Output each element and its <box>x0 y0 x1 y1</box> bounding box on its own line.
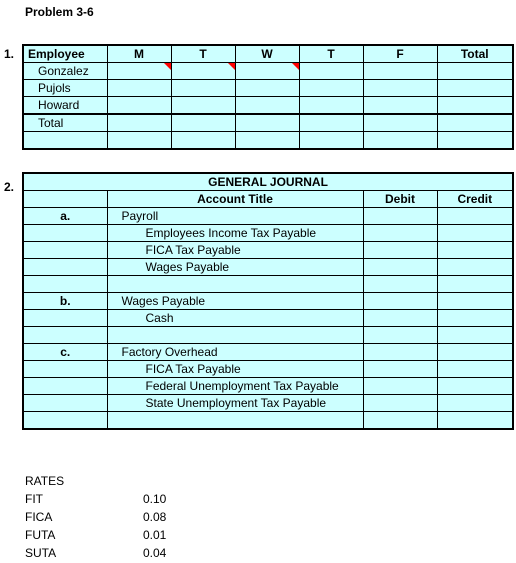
total-cell[interactable] <box>437 80 513 97</box>
empty-cell[interactable] <box>107 132 171 150</box>
header-wednesday: W <box>235 45 299 63</box>
rate-value: 0.01 <box>143 528 167 542</box>
rate-row <box>25 490 166 508</box>
debit-cell[interactable] <box>363 208 437 225</box>
hours-cell[interactable] <box>107 63 171 80</box>
account-title: Wages Payable <box>107 259 363 276</box>
debit-cell[interactable] <box>363 225 437 242</box>
hours-cell[interactable] <box>107 97 171 115</box>
credit-cell[interactable] <box>437 242 513 259</box>
credit-cell[interactable] <box>437 361 513 378</box>
empty-cell <box>23 395 107 412</box>
empty-cell <box>23 361 107 378</box>
comment-indicator-icon[interactable] <box>228 63 235 70</box>
empty-cell[interactable] <box>363 132 437 150</box>
empty-cell[interactable] <box>235 132 299 150</box>
table-row <box>23 132 513 150</box>
table-row <box>23 114 513 132</box>
empty-cell <box>23 191 107 208</box>
account-title: Wages Payable <box>107 293 363 310</box>
header-employee: Employee <box>23 45 107 63</box>
hours-cell[interactable] <box>299 63 363 80</box>
hours-cell[interactable] <box>107 80 171 97</box>
hours-cell[interactable] <box>107 114 171 132</box>
account-title: State Unemployment Tax Payable <box>107 395 363 412</box>
credit-cell[interactable] <box>437 208 513 225</box>
journal-row <box>23 225 513 242</box>
problem-title: Problem 3-6 <box>25 5 94 19</box>
hours-cell[interactable] <box>235 114 299 132</box>
debit-cell[interactable] <box>363 327 437 344</box>
empty-cell <box>23 259 107 276</box>
account-title: FICA Tax Payable <box>107 242 363 259</box>
debit-cell[interactable] <box>363 293 437 310</box>
empty-cell[interactable] <box>299 132 363 150</box>
empty-cell <box>23 378 107 395</box>
debit-cell[interactable] <box>363 344 437 361</box>
header-total: Total <box>437 45 513 63</box>
credit-cell[interactable] <box>437 344 513 361</box>
account-title: Payroll <box>107 208 363 225</box>
account-title: Cash <box>107 310 363 327</box>
journal-row <box>23 259 513 276</box>
rates-section <box>25 472 166 562</box>
hours-cell[interactable] <box>171 63 235 80</box>
total-cell[interactable] <box>437 97 513 115</box>
hours-cell[interactable] <box>299 80 363 97</box>
rate-row <box>25 544 166 562</box>
debit-cell[interactable] <box>363 412 437 430</box>
journal-row <box>23 276 513 293</box>
journal-row <box>23 378 513 395</box>
table-row <box>23 63 513 80</box>
entry-letter: a. <box>23 208 107 225</box>
employee-name: Pujols <box>23 80 107 97</box>
journal-row <box>23 361 513 378</box>
credit-cell[interactable] <box>437 327 513 344</box>
journal-row <box>23 344 513 361</box>
part-2-number: 2. <box>4 180 15 194</box>
debit-cell[interactable] <box>363 242 437 259</box>
header-friday: F <box>363 45 437 63</box>
empty-cell <box>23 242 107 259</box>
empty-cell <box>23 412 107 430</box>
hours-cell[interactable] <box>235 80 299 97</box>
entry-letter: c. <box>23 344 107 361</box>
hours-cell[interactable] <box>299 97 363 115</box>
debit-cell[interactable] <box>363 259 437 276</box>
rate-value: 0.04 <box>143 546 167 560</box>
credit-cell[interactable] <box>437 395 513 412</box>
total-label: Total <box>23 114 107 132</box>
credit-cell[interactable] <box>437 225 513 242</box>
hours-cell[interactable] <box>171 80 235 97</box>
comment-indicator-icon[interactable] <box>292 63 299 70</box>
journal-row <box>23 395 513 412</box>
header-tuesday: T <box>171 45 235 63</box>
general-journal-table <box>22 172 514 430</box>
hours-table <box>22 44 514 150</box>
account-title: FICA Tax Payable <box>107 361 363 378</box>
credit-cell[interactable] <box>437 276 513 293</box>
empty-cell[interactable] <box>107 412 363 430</box>
rate-label: SUTA <box>25 546 57 560</box>
hours-cell[interactable] <box>363 114 437 132</box>
total-cell[interactable] <box>437 114 513 132</box>
hours-cell[interactable] <box>363 80 437 97</box>
empty-cell[interactable] <box>107 276 363 293</box>
debit-cell[interactable] <box>363 378 437 395</box>
employee-name: Howard <box>23 97 107 115</box>
credit-cell[interactable] <box>437 412 513 430</box>
journal-row <box>23 208 513 225</box>
rate-value: 0.08 <box>143 510 167 524</box>
empty-cell[interactable] <box>107 327 363 344</box>
table-row <box>23 97 513 115</box>
journal-row <box>23 412 513 430</box>
debit-cell[interactable] <box>363 276 437 293</box>
hours-cell[interactable] <box>363 63 437 80</box>
header-credit: Credit <box>437 191 513 208</box>
credit-cell[interactable] <box>437 310 513 327</box>
table-row <box>23 80 513 97</box>
debit-cell[interactable] <box>363 310 437 327</box>
journal-row <box>23 242 513 259</box>
journal-row <box>23 327 513 344</box>
debit-cell[interactable] <box>363 361 437 378</box>
account-title: Federal Unemployment Tax Payable <box>107 378 363 395</box>
hours-cell[interactable] <box>171 114 235 132</box>
part-1-number: 1. <box>4 47 15 61</box>
total-cell[interactable] <box>437 63 513 80</box>
empty-cell <box>23 225 107 242</box>
empty-cell[interactable] <box>171 132 235 150</box>
journal-row <box>23 293 513 310</box>
entry-letter: b. <box>23 293 107 310</box>
empty-cell[interactable] <box>437 132 513 150</box>
journal-row <box>23 310 513 327</box>
rate-row <box>25 526 166 544</box>
empty-cell[interactable] <box>23 132 107 150</box>
rate-row <box>25 508 166 526</box>
header-thursday: T <box>299 45 363 63</box>
account-title: Employees Income Tax Payable <box>107 225 363 242</box>
comment-indicator-icon[interactable] <box>164 63 171 70</box>
empty-cell <box>23 327 107 344</box>
credit-cell[interactable] <box>437 378 513 395</box>
hours-cell[interactable] <box>171 97 235 115</box>
hours-cell[interactable] <box>235 97 299 115</box>
header-account-title: Account Title <box>107 191 363 208</box>
hours-cell[interactable] <box>299 114 363 132</box>
rate-label: FIT <box>25 492 43 506</box>
employee-name: Gonzalez <box>23 63 107 80</box>
journal-title: GENERAL JOURNAL <box>23 173 513 191</box>
hours-cell[interactable] <box>235 63 299 80</box>
hours-cell[interactable] <box>363 97 437 115</box>
empty-cell <box>23 310 107 327</box>
debit-cell[interactable] <box>363 395 437 412</box>
header-monday: M <box>107 45 171 63</box>
rate-label: FICA <box>25 510 53 524</box>
credit-cell[interactable] <box>437 259 513 276</box>
rates-heading: RATES <box>25 474 65 488</box>
account-title: Factory Overhead <box>107 344 363 361</box>
rate-label: FUTA <box>25 528 56 542</box>
empty-cell <box>23 276 107 293</box>
credit-cell[interactable] <box>437 293 513 310</box>
header-debit: Debit <box>363 191 437 208</box>
rate-value: 0.10 <box>143 492 167 506</box>
